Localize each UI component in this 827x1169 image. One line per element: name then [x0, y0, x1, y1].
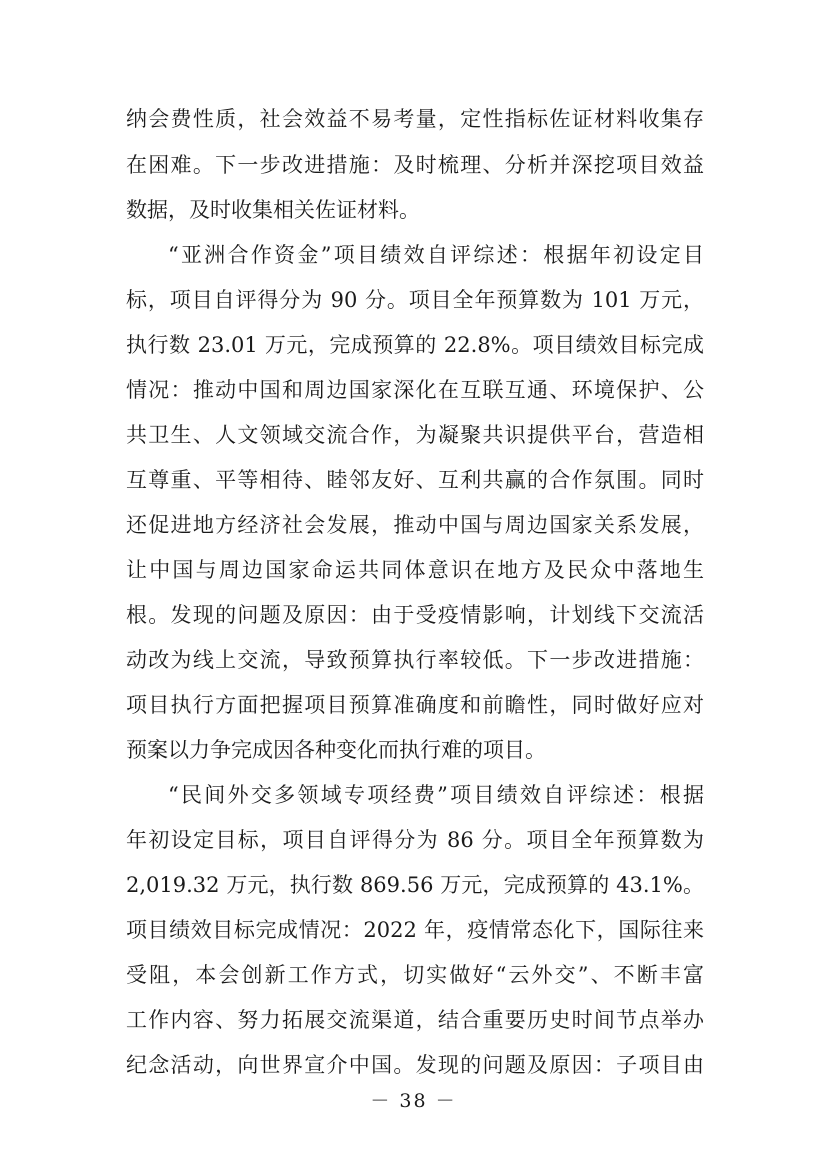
- paragraph-2-line-1: “亚洲合作资金”项目绩效自评综述：根据年初设定目: [168, 243, 704, 267]
- paragraph-3-line-1: “民间外交多领域专项经费”项目绩效自评综述：根据: [168, 783, 704, 807]
- paragraph-3-line-3: 2,019.32 万元，执行数 869.56 万元，完成预算的 43.1%。: [126, 873, 704, 897]
- paragraph-2-line-4: 情况：推动中国和周边国家深化在互联互通、环境保护、公: [126, 378, 704, 402]
- paragraph-2-line-11: 项目执行方面把握项目预算准确度和前瞻性，同时做好应对: [126, 693, 704, 717]
- paragraph-2-line-6: 互尊重、平等相待、睦邻友好、互利共赢的合作氛围。同时: [126, 468, 704, 492]
- paragraph-3-line-6: 工作内容、努力拓展交流渠道，结合重要历史时间节点举办: [126, 1008, 704, 1032]
- paragraph-3-line-5: 受阻，本会创新工作方式，切实做好“云外交”、不断丰富: [126, 963, 704, 987]
- paragraph-1-line-1: 纳会费性质，社会效益不易考量，定性指标佐证材料收集存: [126, 107, 704, 131]
- paragraph-2-line-7: 还促进地方经济社会发展，推动中国与周边国家关系发展，: [126, 513, 704, 537]
- paragraph-2-line-12: 预案以力争完成因各种变化而执行难的项目。: [126, 738, 546, 762]
- paragraph-2-line-2: 标，项目自评得分为 90 分。项目全年预算数为 101 万元，: [126, 288, 704, 312]
- paragraph-3-line-2: 年初设定目标，项目自评得分为 86 分。项目全年预算数为: [126, 828, 704, 852]
- paragraph-3-line-7: 纪念活动，向世界宣介中国。发现的问题及原因：子项目由: [126, 1053, 704, 1077]
- paragraph-1-line-3: 数据，及时收集相关佐证材料。: [126, 198, 420, 222]
- page-number: － 38 －: [370, 1090, 457, 1112]
- paragraph-1-line-2: 在困难。下一步改进措施：及时梳理、分析并深挖项目效益: [126, 153, 704, 177]
- paragraph-2-line-10: 动改为线上交流，导致预算执行率较低。下一步改进措施：: [126, 648, 704, 672]
- paragraph-2-line-8: 让中国与周边国家命运共同体意识在地方及民众中落地生: [126, 558, 704, 582]
- paragraph-3-line-4: 项目绩效目标完成情况：2022 年，疫情常态化下，国际往来: [126, 918, 704, 942]
- paragraph-2-line-3: 执行数 23.01 万元，完成预算的 22.8%。项目绩效目标完成: [126, 333, 704, 357]
- paragraph-2-line-9: 根。发现的问题及原因：由于受疫情影响，计划线下交流活: [126, 603, 704, 627]
- paragraph-2-line-5: 共卫生、人文领域交流合作，为凝聚共识提供平台，营造相: [126, 423, 704, 447]
